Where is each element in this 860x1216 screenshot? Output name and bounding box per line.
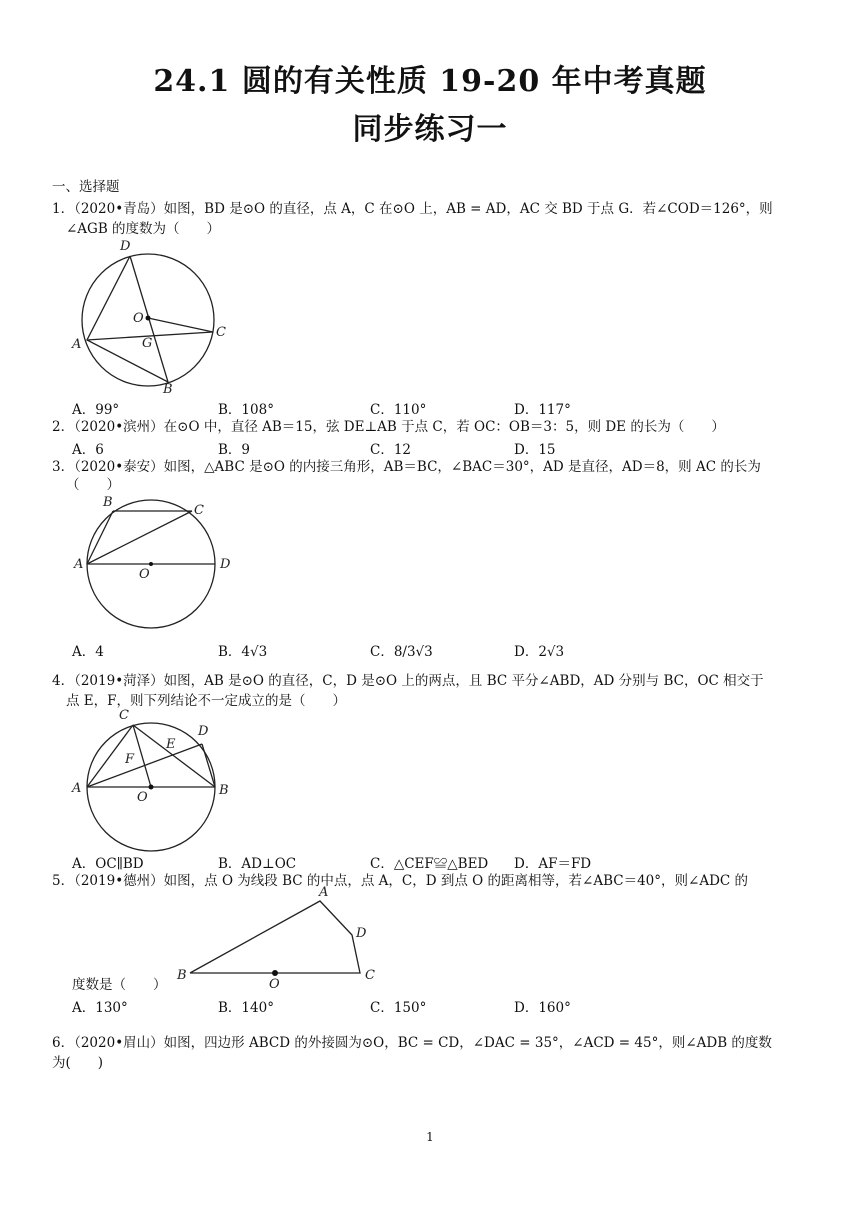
q1-option-a: A．99° <box>72 402 120 418</box>
q3-option-a: A．4 <box>72 644 104 660</box>
q1-radius-oc <box>148 318 213 332</box>
q1-label-a: A <box>72 337 82 352</box>
q3-figure <box>62 494 242 640</box>
q4-label-e: E <box>166 737 176 752</box>
q1-option-d: D．117° <box>514 402 571 418</box>
q4-label-c: C <box>119 708 129 723</box>
q5-text-line2: 度数是（ ） <box>72 977 167 993</box>
q4-chord-db <box>202 744 215 787</box>
page-number: 1 <box>426 1130 434 1144</box>
q5-polygon-abcd <box>190 901 360 973</box>
q5-text-line1: 5．（2019•德州）如图，点 O 为线段 BC 的中点，点 A，C，D 到点 O 的距离相等，若∠ABC＝40°，则∠ADC 的 <box>52 873 749 889</box>
q4-label-b: B <box>219 783 229 798</box>
q3-label-c: C <box>194 503 204 518</box>
q3-text-line2: （ ） <box>66 477 120 493</box>
q4-option-c: C．△CEF≌△BED <box>370 856 489 872</box>
q4-text-line2: 点 E，F，则下列结论不一定成立的是（ ） <box>66 693 347 709</box>
section-heading: 一、选择题 <box>52 179 120 195</box>
q4-label-d: D <box>198 724 209 739</box>
title-line-1: 24.1 圆的有关性质 19-20 年中考真题 <box>153 64 707 99</box>
title-line-2: 同步练习一 <box>352 112 508 147</box>
q1-center-dot <box>146 316 151 321</box>
q6-text-line1: 6．（2020•眉山）如图，四边形 ABCD 的外接圆为⊙O，BC = CD，∠DAC = 35°，∠ACD = 45°，则∠ADB 的度数 <box>52 1035 772 1051</box>
q3-text-line1: 3．（2020•泰安）如图，△ABC 是⊙O 的内接三角形，AB＝BC，∠BAC＝30°，AD 是直径，AD＝8，则 AC 的长为 <box>52 459 761 475</box>
q3-chord-ac <box>87 511 192 564</box>
q1-figure <box>60 236 240 396</box>
q3-label-b: B <box>103 495 113 510</box>
q4-label-f: F <box>125 752 135 767</box>
q4-chord-ad <box>87 744 202 787</box>
q3-label-d: D <box>220 557 231 572</box>
q5-label-o: O <box>269 977 280 992</box>
q1-label-c: C <box>216 325 226 340</box>
q1-label-o: O <box>133 311 144 326</box>
q6-text-line2: 为( ) <box>52 1055 104 1071</box>
q4-option-d: D．AF＝FD <box>514 856 592 872</box>
q1-label-g: G <box>142 336 153 351</box>
q2-option-d: D．15 <box>514 442 556 458</box>
q5-label-d: D <box>356 926 367 941</box>
q5-option-a: A．130° <box>72 1000 128 1016</box>
q1-text-line1: 1．（2020•青岛）如图，BD 是⊙O 的直径，点 A，C 在⊙O 上，AB = AD，AC 交 BD 于点 G．若∠COD＝126°，则 <box>52 201 773 217</box>
q4-center-dot <box>149 785 154 790</box>
q4-option-b: B．AD⊥OC <box>218 856 297 872</box>
q4-option-a: A．OC∥BD <box>72 856 144 872</box>
q1-option-c: C．110° <box>370 402 427 418</box>
q5-figure <box>172 886 382 990</box>
q5-point-o <box>272 970 278 976</box>
q5-label-c: C <box>365 968 375 983</box>
q2-option-c: C．12 <box>370 442 412 458</box>
q5-label-a: A <box>319 885 329 900</box>
q3-option-c: C．8/3√3 <box>370 644 433 660</box>
q1-label-b: B <box>163 382 173 397</box>
q1-option-b: B．108° <box>218 402 274 418</box>
q3-label-o: O <box>139 567 150 582</box>
q4-radius-oc <box>133 725 151 787</box>
q1-label-d: D <box>120 239 131 254</box>
q4-label-o: O <box>137 790 148 805</box>
q3-label-a: A <box>74 557 84 572</box>
q4-figure <box>62 706 242 856</box>
q2-option-b: B．9 <box>218 442 251 458</box>
q2-option-a: A．6 <box>72 442 104 458</box>
q4-label-a: A <box>72 781 82 796</box>
q5-option-c: C．150° <box>370 1000 427 1016</box>
q3-chord-ab <box>87 511 113 564</box>
q4-text-line1: 4．（2019•菏泽）如图，AB 是⊙O 的直径，C，D 是⊙O 上的两点，且 BC 平分∠ABD，AD 分别与 BC，OC 相交于 <box>52 673 764 689</box>
q5-label-b: B <box>177 968 187 983</box>
q5-option-b: B．140° <box>218 1000 274 1016</box>
q3-center-dot <box>149 562 153 566</box>
q2-text-line1: 2．（2020•滨州）在⊙O 中，直径 AB＝15，弦 DE⊥AB 于点 C，若 OC：OB＝3：5，则 DE 的长为（ ） <box>52 419 725 435</box>
q3-option-b: B．4√3 <box>218 644 268 660</box>
q1-text-line2: ∠AGB 的度数为（ ） <box>66 221 221 237</box>
q3-option-d: D．2√3 <box>514 644 565 660</box>
q5-option-d: D．160° <box>514 1000 571 1016</box>
